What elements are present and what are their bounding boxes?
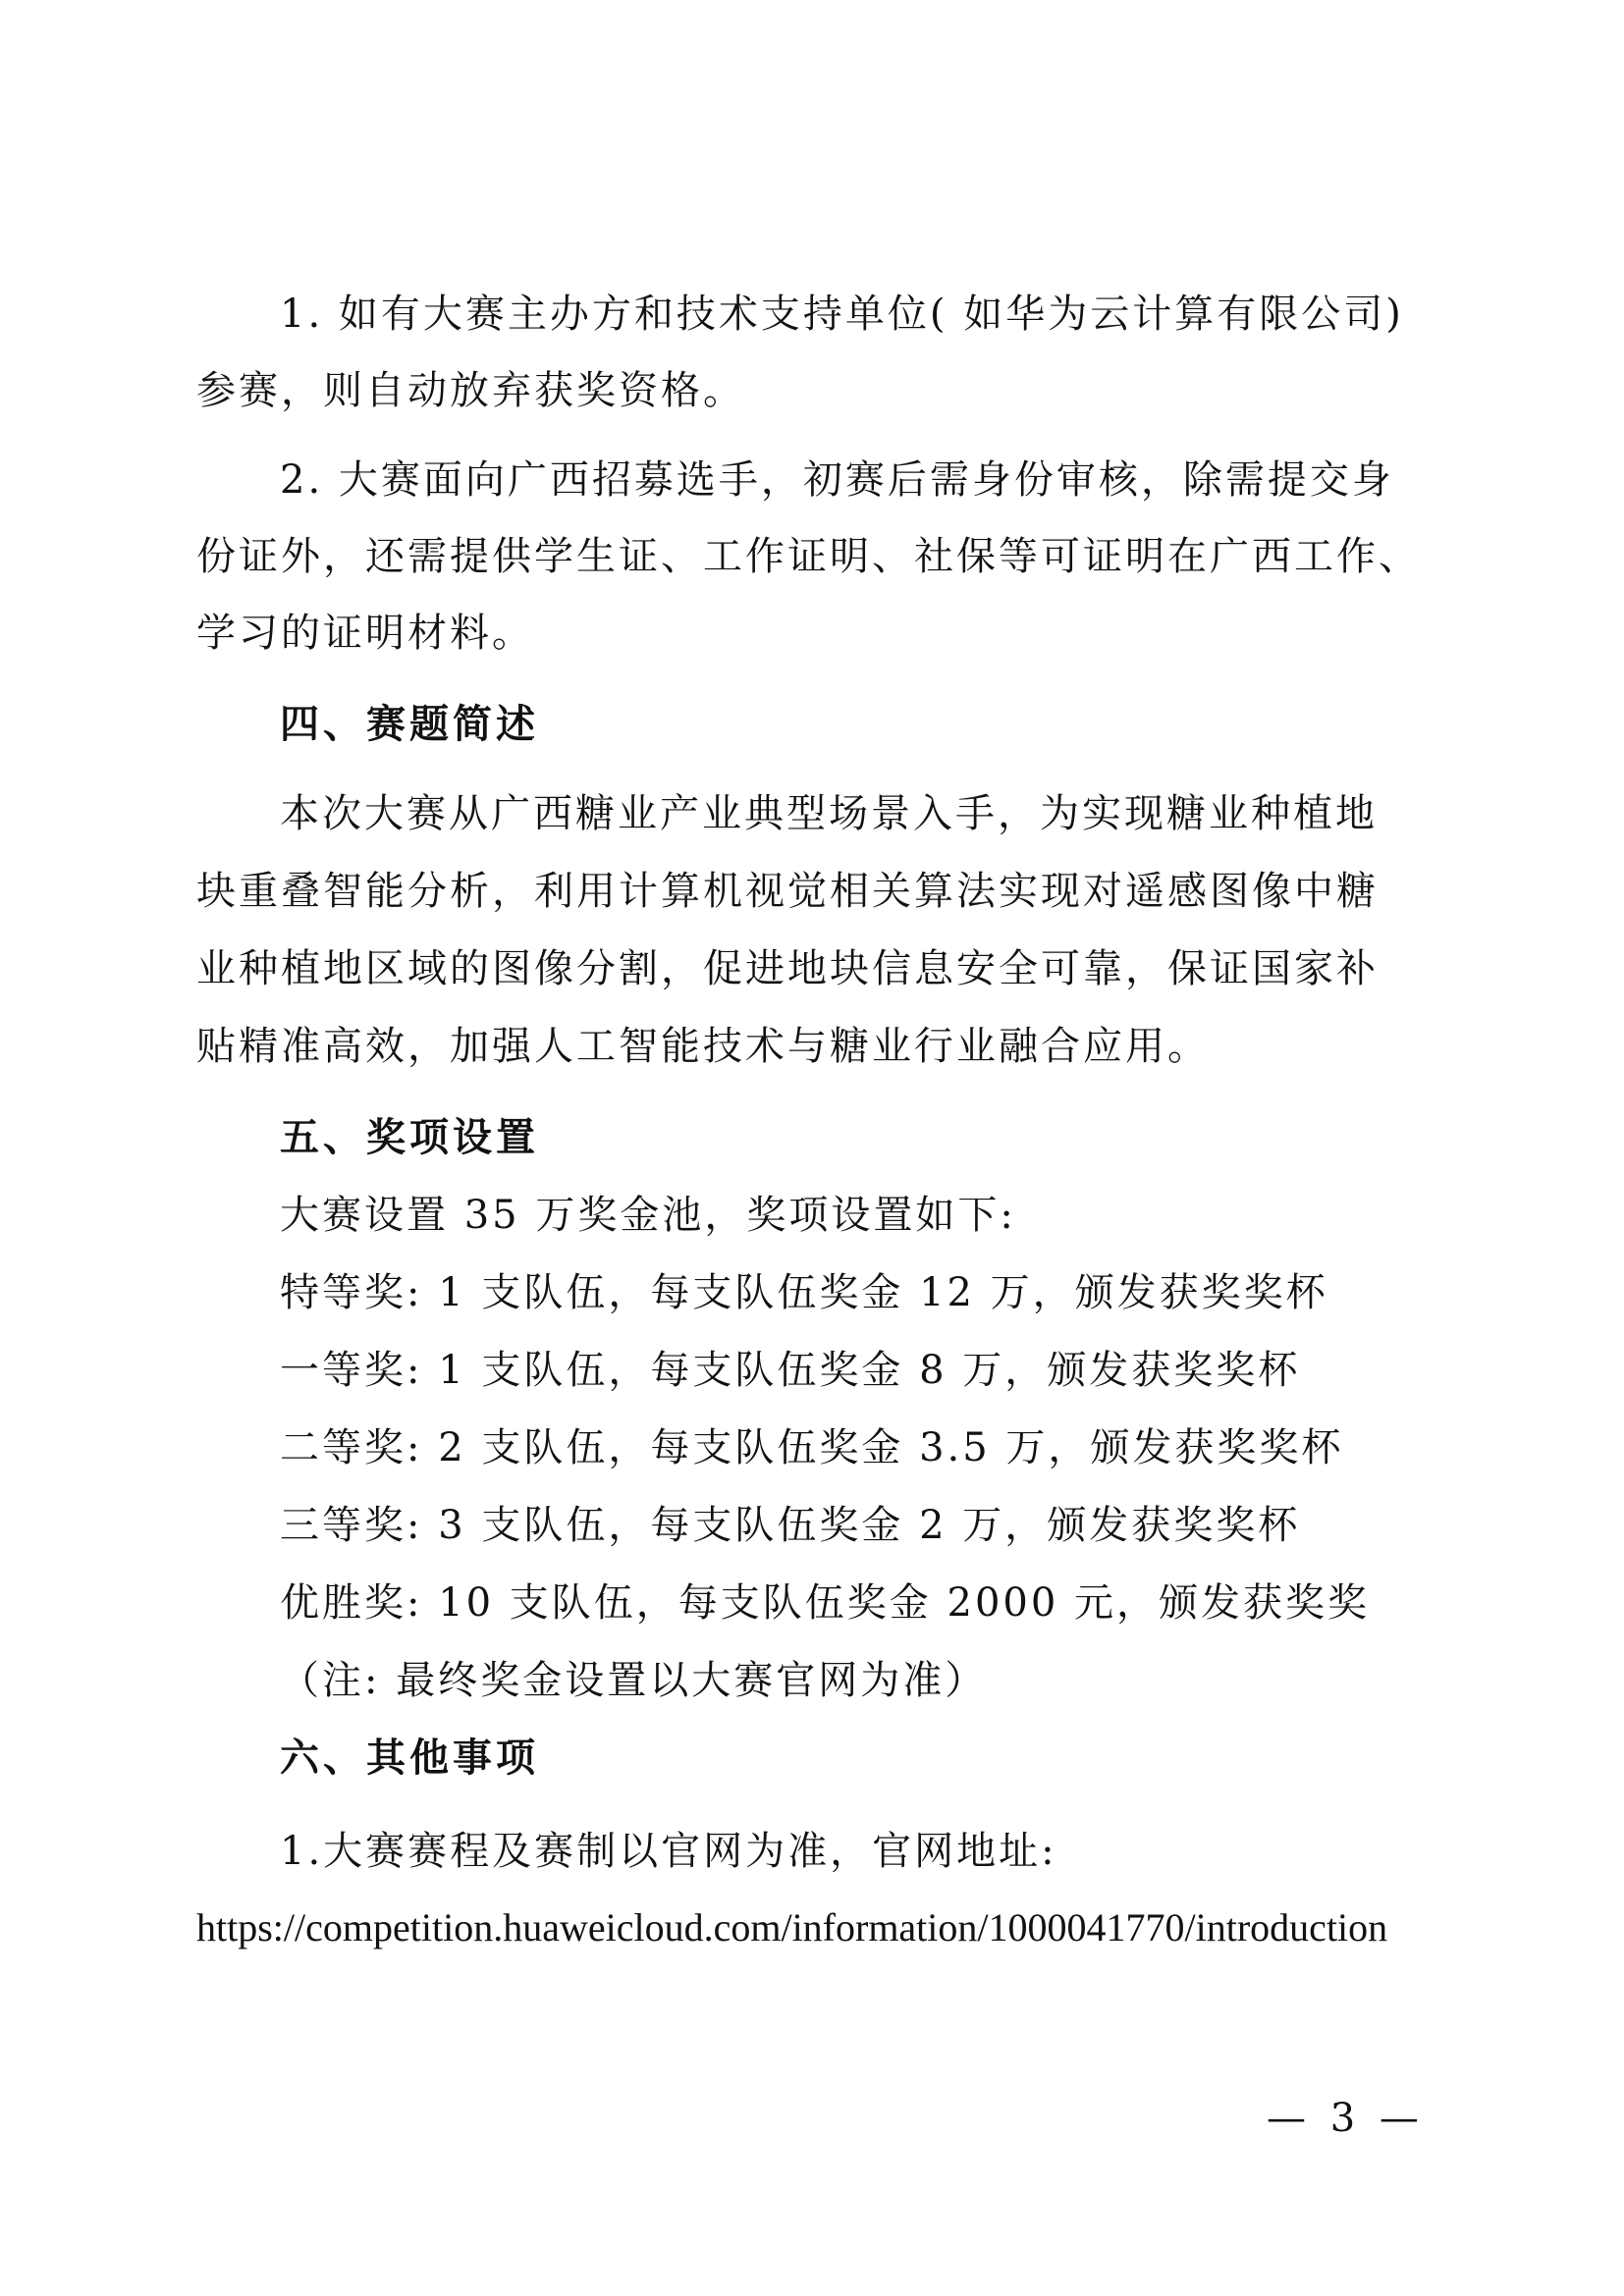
award-grand-prize: 特等奖: 1 支队伍，每支队伍奖金 12 万，颁发获奖奖杯 bbox=[280, 1270, 1328, 1315]
award-note: （注: 最终奖金设置以大赛官网为准） bbox=[280, 1658, 988, 1703]
section-5-heading: 五、奖项设置 bbox=[280, 1115, 539, 1160]
rule-2-line-1: 2. 大赛面向广西招募选手，初赛后需身份审核，除需提交身 bbox=[280, 457, 1394, 503]
award-second-prize: 二等奖: 2 支队伍，每支队伍奖金 3.5 万，颁发获奖奖杯 bbox=[280, 1425, 1344, 1470]
official-website-url: https://competition.huaweicloud.com/information/1000041770/introduction bbox=[196, 1905, 1388, 1949]
section-4-heading: 四、赛题简述 bbox=[280, 702, 539, 747]
section-4-para-line-4: 贴精准高效，加强人工智能技术与糖业行业融合应用。 bbox=[196, 1024, 1210, 1069]
rule-1-line-1: 1. 如有大赛主办方和技术支持单位( 如华为云计算有限公司) bbox=[280, 292, 1404, 337]
section-6-heading: 六、其他事项 bbox=[280, 1735, 539, 1781]
rule-2-line-2: 份证外，还需提供学生证、工作证明、社保等可证明在广西工作、 bbox=[196, 534, 1421, 579]
award-third-prize: 三等奖: 3 支队伍，每支队伍奖金 2 万，颁发获奖奖杯 bbox=[280, 1503, 1301, 1548]
section-6-item-1: 1.大赛赛程及赛制以官网为准，官网地址: bbox=[280, 1829, 1057, 1874]
section-4-para-line-2: 块重叠智能分析，利用计算机视觉相关算法实现对遥感图像中糖 bbox=[196, 869, 1379, 914]
rule-2-line-3: 学习的证明材料。 bbox=[196, 611, 534, 656]
award-excellence-prize: 优胜奖: 10 支队伍，每支队伍奖金 2000 元，颁发获奖奖 bbox=[280, 1580, 1371, 1626]
section-5-intro: 大赛设置 35 万奖金池，奖项设置如下: bbox=[280, 1193, 1016, 1238]
award-first-prize: 一等奖: 1 支队伍，每支队伍奖金 8 万，颁发获奖奖杯 bbox=[280, 1348, 1301, 1393]
section-4-para-line-1: 本次大赛从广西糖业产业典型场景入手，为实现糖业种植地 bbox=[280, 791, 1378, 836]
section-4-para-line-3: 业种植地区域的图像分割，促进地块信息安全可靠，保证国家补 bbox=[196, 946, 1379, 991]
page-number: — 3 — bbox=[1267, 2096, 1425, 2141]
rule-1-line-2: 参赛，则自动放弃获奖资格。 bbox=[196, 368, 745, 413]
